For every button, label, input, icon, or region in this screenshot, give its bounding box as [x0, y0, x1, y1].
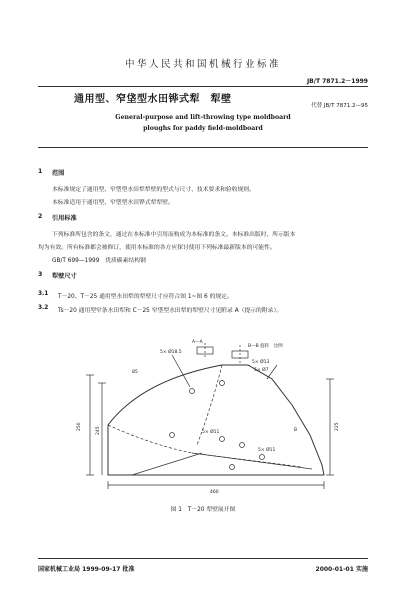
- section-3-number: 3: [38, 271, 43, 278]
- implementation-date: 2000-01-01 实施: [315, 566, 368, 573]
- section-2-title: 引用标准: [52, 215, 77, 222]
- replaces-note: 代替 JB/T 7871.2—95: [311, 103, 368, 109]
- s1-paragraph-2: 本标准适用于通用型、窄垡型水田铧式犁犁壁。: [52, 200, 174, 206]
- document-title-en-line1: General-purpose and lift-throwing type moldboard: [115, 114, 291, 121]
- section-1-number: 1: [38, 168, 43, 175]
- section-2-number: 2: [38, 213, 43, 220]
- label-dim-left2: 245: [96, 426, 101, 435]
- moldboard-drawing: [72, 335, 342, 495]
- figure-caption: 图 1 T－20 犁壁展开图: [170, 507, 236, 513]
- label-section-aa: A—A: [192, 340, 203, 345]
- label-dim-top: 85: [132, 370, 138, 375]
- label-hole-1: 5× Ø18.5: [160, 350, 182, 355]
- s2-paragraph-2: 均为有效。所有标准都会被修订，使用本标准的各方应探讨使用下列标准最新版本的可能性。: [38, 245, 276, 251]
- label-section-bb: B—B 旋转 比例: [248, 344, 283, 349]
- standard-number: JB/T 7871.2－1999: [306, 78, 368, 85]
- approval-note: 国家机械工业局 1999-09-17 批准: [38, 566, 135, 573]
- clause-3-1-number: 3.1: [38, 291, 49, 297]
- label-dim-right: 225: [335, 422, 340, 431]
- clause-3-2-text: Ts－20 通用型窄条水田犁和 C－25 窄垡型水田犁的犁壁尺寸见附录 A（提示的附录）。: [58, 308, 283, 314]
- clause-3-1-text: T－20、T－25 通用型水田犁的犁壁尺寸应符合图 1~图 6 的规定。: [58, 294, 233, 300]
- label-dim-bottom: 460: [210, 490, 219, 495]
- footer-rule: [38, 558, 368, 559]
- clause-3-2-number: 3.2: [38, 305, 49, 311]
- document-title-en-line2: ploughs for paddy field-moldboard: [143, 125, 263, 132]
- label-hole-3: 5× Ø7: [254, 368, 269, 373]
- s2-reference: GB/T 699—1999 优质碳素结构钢: [52, 258, 146, 264]
- section-3-title: 犁壁尺寸: [52, 273, 77, 280]
- document-title-cn: 通用型、窄垡型水田铧式犁 犁壁: [74, 94, 232, 105]
- header-rule: [38, 86, 368, 87]
- title-rule: [38, 147, 368, 148]
- label-dim-b: B: [294, 428, 298, 433]
- section-1-title: 范围: [52, 170, 65, 177]
- label-hole-4: 5× Ø11: [202, 430, 220, 435]
- s2-paragraph-1: 下列标准所包含的条文，通过在本标准中引用而构成为本标准的条文。本标准出版时，所示版本: [52, 232, 296, 238]
- label-hole-2: 5× Ø13: [252, 360, 270, 365]
- standard-header: 中华人民共和国机械行业标准: [124, 59, 281, 70]
- s1-paragraph-1: 本标准规定了通用型、窄垡型水田犁犁壁的型式与尺寸、技术要求和验收规则。: [52, 187, 255, 193]
- label-dim-left: 250: [77, 422, 82, 431]
- label-hole-5: 5× Ø11: [258, 448, 276, 453]
